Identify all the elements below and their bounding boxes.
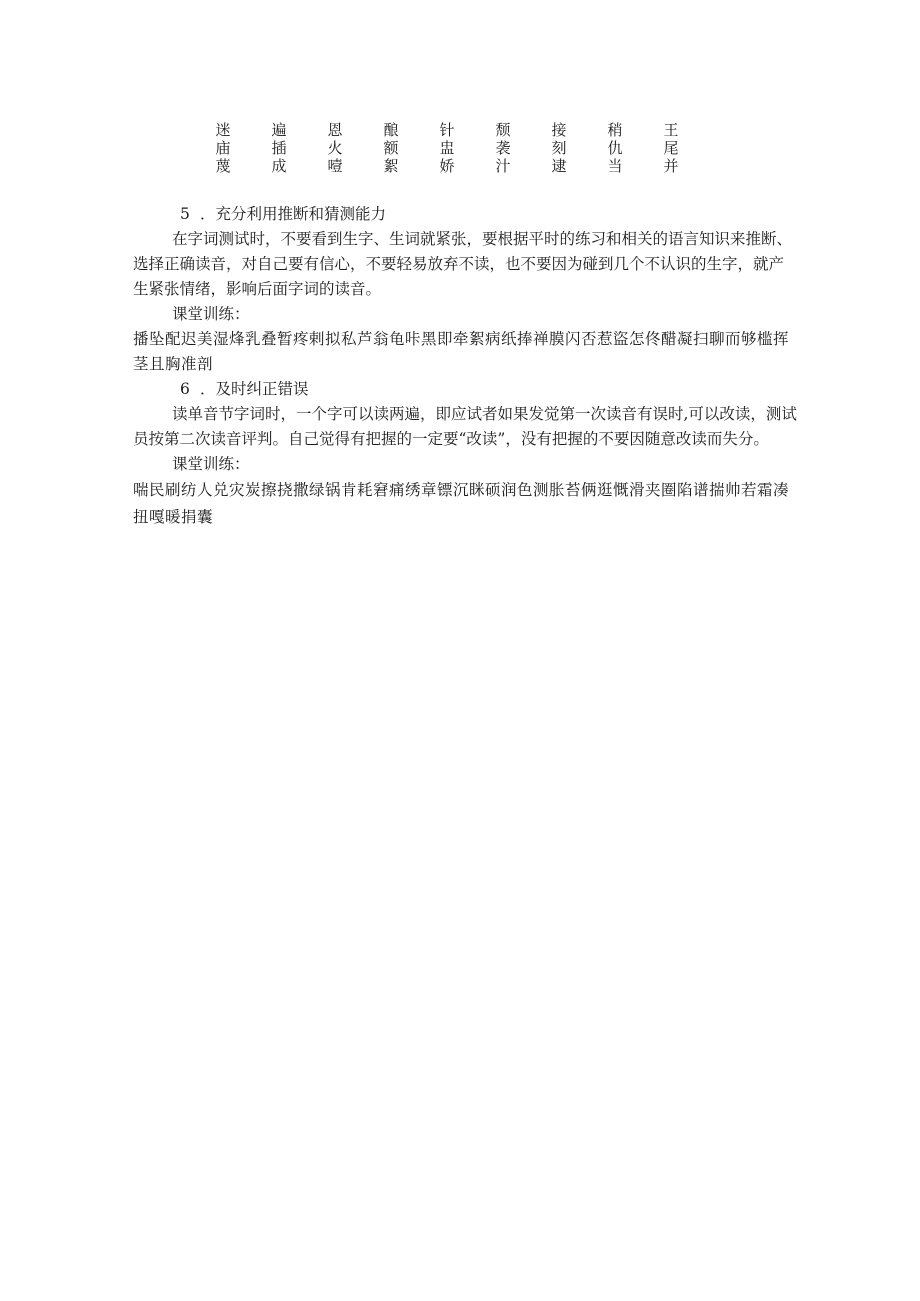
- grid-char: 仇: [607, 139, 623, 157]
- grid-char: 娇: [439, 157, 455, 175]
- section-paragraph: 在字词测试时，不要看到生字、生词就紧张，要根据平时的练习和相关的语言知识来推断、选择正确读音，对自己要有信心，不要轻易放弃不读，也不要因为碰到几个不认识的生字，就产生紧张情绪，影响后面字词的读音。: [133, 230, 793, 298]
- grid-char: 颓: [495, 121, 511, 139]
- section-heading: [133, 377, 798, 402]
- grid-char: 蔑: [215, 157, 231, 175]
- grid-char: 成: [271, 157, 287, 175]
- grid-char: 稍: [607, 121, 623, 139]
- grid-char: 袭: [495, 139, 511, 157]
- grid-row: [195, 139, 679, 157]
- grid-char: 当: [607, 157, 623, 175]
- grid-char: 噎: [327, 157, 343, 175]
- grid-char: 汁: [495, 157, 511, 175]
- grid-char: 迷: [215, 121, 231, 139]
- section-heading: [133, 202, 798, 227]
- grid-char: 庙: [215, 139, 231, 157]
- section-title: ．充分利用推断和猜测能力: [200, 205, 387, 223]
- grid-char: 额: [383, 139, 399, 157]
- grid-char: 逮: [551, 157, 567, 175]
- section-number: 5: [180, 205, 190, 223]
- section-paragraph: 读单音节字词时，一个字可以读两遍，即应试者如果发觉第一次读音有误时,可以改读，测试员按第二次读音评判。自己觉得有把握的一定要“改读”，没有把握的不要因随意改读而失分。: [133, 405, 797, 448]
- grid-char: 恩: [327, 121, 343, 139]
- grid-row: [195, 157, 679, 175]
- grid-char: 王: [663, 121, 679, 139]
- grid-char: 插: [271, 139, 287, 157]
- grid-char: 盅: [439, 139, 455, 157]
- practice-label: 课堂训练：: [172, 305, 250, 323]
- grid-char: 尾: [663, 139, 679, 157]
- grid-char: 火: [327, 139, 343, 157]
- section-title: ．及时纠正错误: [200, 380, 309, 398]
- character-grid: [195, 121, 679, 175]
- grid-char: 絮: [383, 157, 399, 175]
- section-number: 6: [180, 380, 190, 398]
- grid-char: 接: [551, 121, 567, 139]
- practice-label: 课堂训练：: [172, 455, 250, 473]
- grid-char: 针: [439, 121, 455, 139]
- grid-char: 并: [663, 157, 679, 175]
- document-body: [133, 202, 798, 531]
- practice-characters: 播坠配迟美湿烽乳叠暂疼剌拟私芦翁龟咔黑即牵絮病纸捧禅膜闪否惹盜怎佟醋凝扫聊而够槛挥茎且胸准剖: [133, 330, 790, 373]
- grid-char: 遍: [271, 121, 287, 139]
- grid-char: 刻: [551, 139, 567, 157]
- practice-characters: 喘民刷纺人兑灾炭擦挠撒绿锅肯耗窘痛绣章镖沉眯硕润色测胀苔俩逛慨滑夹圈陷谱揣帅若霜凑扭嘎暖捐囊: [133, 481, 790, 526]
- grid-char: 酿: [383, 121, 399, 139]
- grid-row: [195, 121, 679, 139]
